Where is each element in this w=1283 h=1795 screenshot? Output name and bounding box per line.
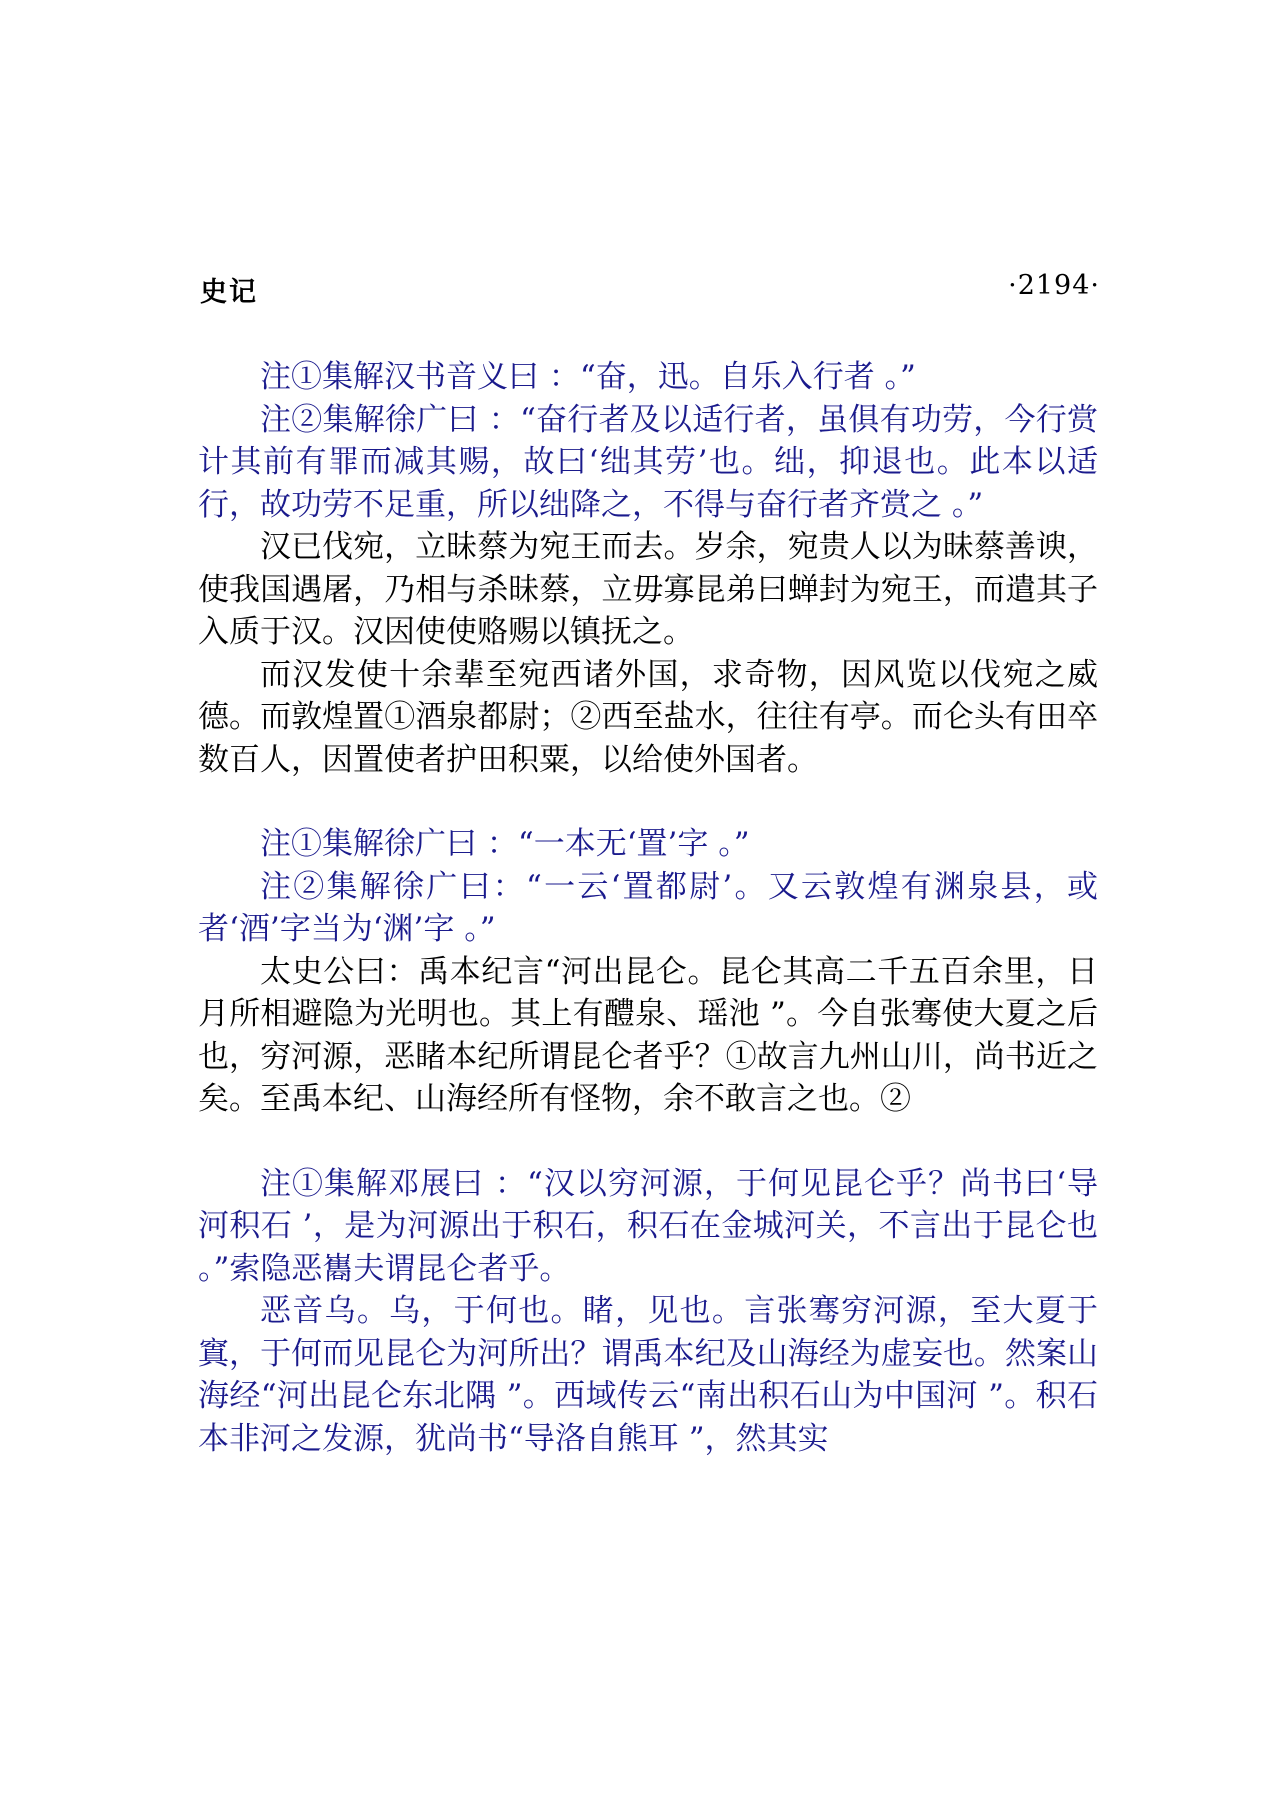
page-number: ·2194· bbox=[1008, 270, 1100, 301]
annotation-paragraph: 注①集解汉书音义曰 ：“奋，迅。自乐入行者 。” bbox=[260, 359, 916, 395]
paragraph-gap bbox=[198, 781, 1098, 823]
paragraph-gap bbox=[198, 1121, 1098, 1163]
annotation-paragraph: 注②集解徐广曰：“一云‘置都尉’。又云敦煌有渊泉县，或者‘酒’字当为‘渊’字 。” bbox=[198, 868, 1098, 947]
main-text-paragraph: 而汉发使十余辈至宛西诸外国，求奇物，因风览以伐宛之威德。而敦煌置①酒泉都尉；②西至盐水，往往有亭。而仑头有田卒数百人，因置使者护田积粟，以给使外国者。 bbox=[198, 656, 1098, 778]
main-text-paragraph: 太史公曰：禹本纪言“河出昆仑。昆仑其高二千五百余里，日月所相避隐为光明也。其上有醴泉、瑶池 ”。今自张骞使大夏之后也，穷河源，恶睹本纪所谓昆仑者乎？①故言九州山川，尚书近之矣。至禹本纪、山海经所有怪物，余不敢言之也。② bbox=[198, 953, 1098, 1117]
book-title: 史记 bbox=[200, 277, 258, 308]
main-text-paragraph: 汉已伐宛，立昧蔡为宛王而去。岁余，宛贵人以为昧蔡善谀，使我国遇屠，乃相与杀昧蔡，立毋寡昆弟曰蝉封为宛王，而遣其子入质于汉。汉因使使赂赐以镇抚之。 bbox=[198, 529, 1098, 650]
annotation-paragraph: 注①集解徐广曰 ：“一本无‘置’字 。” bbox=[260, 826, 750, 862]
body-text bbox=[198, 356, 1098, 1460]
annotation-paragraph: 恶音乌。乌，于何也。睹，见也。言张骞穷河源，至大夏于窴，于何而见昆仑为河所出？谓禹本纪及山海经为虚妄也。然案山海经“河出昆仑东北隅 ”。西域传云“南出积石山为中国河 ”。积石本非河之发源，犹尚书“导洛自熊耳 ”，然其实 bbox=[198, 1293, 1098, 1457]
running-header bbox=[200, 270, 1100, 310]
annotation-paragraph: 注①集解邓展曰 ：“汉以穷河源，于何见昆仑乎？尚书曰‘导河积石 ’，是为河源出于积石，积石在金城河关，不言出于昆仑也 。”索隐恶巂夫谓昆仑者乎。 bbox=[198, 1165, 1098, 1287]
annotation-paragraph: 注②集解徐广曰 ：“奋行者及以适行者，虽俱有功劳，今行赏计其前有罪而减其赐，故曰‘绌其劳’也。绌，抑退也。此本以适行，故功劳不足重，所以绌降之，不得与奋行者齐赏之 。” bbox=[198, 401, 1098, 523]
